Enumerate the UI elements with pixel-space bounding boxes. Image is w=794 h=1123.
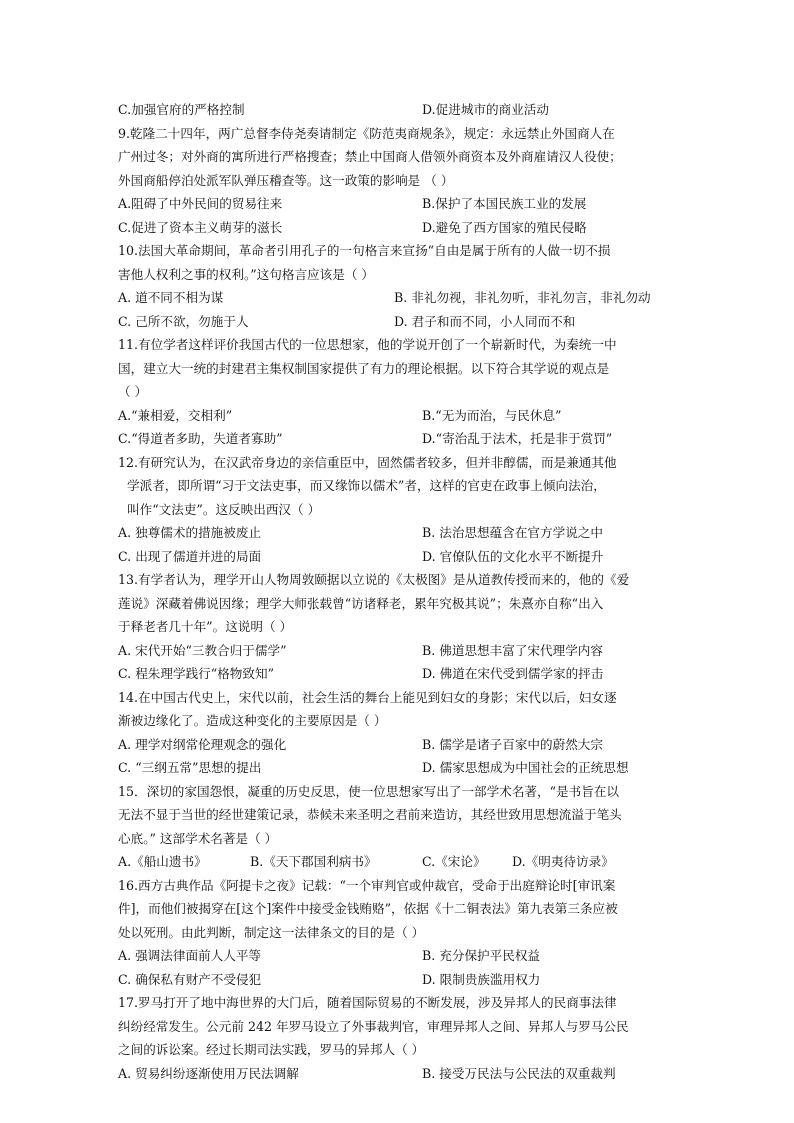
q9-option-d[interactable]: D.避免了西方国家的殖民侵略 [422,219,587,235]
q11-option-d[interactable]: D.“寄治乱于法术，托是非于赏罚” [422,431,613,446]
q17-option-b[interactable]: B. 接受万民法与公民法的双重裁判 [422,1065,616,1081]
q10-options-row-ab [118,286,678,310]
q13-stem-line-2: 莲说》深藏着佛说因缘；理学大师张载曾“访诸释老，累年究极其说”；朱熹亦自称“出入 [118,595,604,611]
q16-options-row-cd [118,968,678,992]
q14-option-a[interactable]: A. 理学对纲常伦理观念的强化 [118,736,287,752]
q13-stem-line-1: 13.有学者认为，理学开山人物周敦颐据以立说的《太极图》是从道教传授而来的，他的《爱 [118,572,630,587]
q15-options-row [118,850,678,874]
q12-option-d[interactable]: D. 官僚队伍的文化水平不断提升 [422,548,604,564]
q17-stem-line-1: 17.罗马打开了地中海世界的大门后，随着国际贸易的不断发展，涉及异邦人的民商事法律 [118,995,617,1010]
q9-stem-line-2: 广州过冬；对外商的寓所进行严格搜查；禁止中国商人借领外商资本及外商雇请汉人役使； [118,149,622,164]
q16-stem-line-1: 16.西方古典作品《阿提卡之夜》记载：“一个审判官或仲裁官，受命于出庭辩论时[审讯案 [118,877,616,893]
q12-options-row-cd [118,545,678,569]
q13-options-row-ab [118,639,678,663]
q10-stem-line-1: 10.法国大革命期间，革命者引用孔子的一句格言来宣扬“自由是属于所有的人做一切不损 [118,243,611,258]
q10-option-c[interactable]: C. 己所不欲，勿施于人 [118,313,249,329]
q12-options-row-ab [118,521,678,545]
q12-option-a[interactable]: A. 独尊儒术的措施被废止 [118,525,262,540]
q13-options-row-cd [118,662,678,686]
q8-option-c[interactable]: C.加强官府的严格控制 [118,102,245,117]
q13-option-c[interactable]: C. 程朱理学践行“格物致知” [118,666,275,681]
exam-page [118,98,678,1085]
q9-options-row-ab [118,192,678,216]
q11-stem-line-1: 11.有位学者这样评价我国古代的一位思想家，他的学说开创了一个崭新时代，为秦统一中 [118,337,617,352]
q17-stem-line-3: 之间的诉讼案。经过长期司法实践，罗马的异邦人（ ） [118,1042,425,1057]
q15-option-a[interactable]: A.《船山遗书》 [118,854,207,869]
q15-stem-line-2: 无法不显于当世的经世建策记录，恭候未来圣明之君前来造访，其经世致用思想流溢于笔头 [118,807,622,822]
q14-option-d[interactable]: D. 儒家思想成为中国社会的正统思想 [422,760,629,775]
q13-stem-line-3: 于释老者几十年”。这说明（ ） [118,619,293,634]
q14-option-c[interactable]: C. “三纲五常”思想的提出 [118,760,262,775]
q11-option-c[interactable]: C.“得道者多助，失道者寡助” [118,431,283,446]
q14-stem-line-2: 渐被边缘化了。造成这种变化的主要原因是（ ） [118,713,387,728]
q10-option-b[interactable]: B. 非礼勿视，非礼勿听，非礼勿言，非礼勿动 [394,290,651,305]
q15-option-b[interactable]: B.《天下郡国利病书》 [250,854,377,869]
q16-option-a[interactable]: A. 强调法律面前人人平等 [118,948,262,963]
q12-option-c[interactable]: C. 出现了儒道并进的局面 [118,548,262,564]
q12-stem-line-2: 学派者，即所谓“习于文法吏事，而又缘饰以儒术”者，这样的官吏在政事上倾向法治， [127,478,606,493]
q9-option-b[interactable]: B.保护了本国民族工业的发展 [422,196,587,211]
q11-stem-line-3: （ ） [118,384,148,399]
q16-stem-line-3: 处以死刑。由此判断，制定这一法律条文的目的是（ ） [118,924,425,940]
q16-option-b[interactable]: B. 充分保护平民权益 [422,948,541,963]
q10-stem-line-2: 害他人权利之事的权利。”这句格言应该是（ ） [118,266,375,282]
q12-option-b[interactable]: B. 法治思想蕴含在官方学说之中 [422,525,603,540]
q9-options-row-cd [118,216,678,240]
q16-option-d[interactable]: D. 限制贵族滥用权力 [422,971,541,987]
q9-stem-line-3: 外国商船停泊处派军队弹压稽查等。这一政策的影响是 （ ） [118,172,454,188]
q13-option-d[interactable]: D. 佛道在宋代受到儒学家的抨击 [422,666,604,681]
q14-stem-line-1: 14.在中国古代史上，宋代以前，社会生活的舞台上能见到妇女的身影；宋代以后，妇女逐 [118,689,617,705]
q16-stem-line-2: 件]，而他们被揭穿在[这个]案件中接受金钱贿赂”，依据《十二铜表法》第九表第三条应被 [118,901,618,916]
q13-option-a[interactable]: A. 宋代开始“三教合归于儒学” [118,642,287,658]
q10-options-row-cd [118,310,678,334]
q12-stem-line-1: 12.有研究认为，在汉武帝身边的亲信重臣中，固然儒者较多，但并非醇儒，而是兼通其他 [118,454,617,470]
q17-stem-line-2: 纠纷经常发生。公元前 242 年罗马设立了外事裁判官，审理异邦人之间、异邦人与罗马公民 [118,1018,629,1034]
q9-option-a[interactable]: A.阻碍了中外民间的贸易往来 [118,196,283,211]
q11-options-row-cd [118,427,678,451]
q9-option-c[interactable]: C.促进了资本主义萌芽的滋长 [118,219,283,235]
q11-options-row-ab [118,404,678,428]
q11-stem-line-2: 国，建立大一统的封建君主集权制国家提供了有力的理论根据。以下符合其学说的观点是 [118,360,610,376]
q12-stem-line-3: 叫作“文法吏”。这反映出西汉（ ） [127,501,321,517]
q14-options-row-ab [118,733,678,757]
q11-option-b[interactable]: B.“无为而治，与民休息” [422,407,562,423]
q13-option-b[interactable]: B. 佛道思想丰富了宋代理学内容 [422,642,603,658]
q8-option-d[interactable]: D.促进城市的商业活动 [422,102,549,117]
q9-stem-line-1: 9.乾隆二十四年，两广总督李侍尧奏请制定《防范夷商规条》，规定：永远禁止外国商人在 [118,125,615,141]
q15-stem-line-1: 15．深切的家国怨恨，凝重的历史反思，使一位思想家写出了一部学术名著，“是书旨在以 [118,783,620,799]
q15-option-d[interactable]: D.《明夷待访录》 [512,854,614,869]
q16-options-row-ab [118,944,678,968]
q8-options-row-cd [118,98,678,122]
q14-option-b[interactable]: B. 儒学是诸子百家中的蔚然大宗 [422,736,603,752]
q11-option-a[interactable]: A.“兼相爱，交相利” [118,407,233,423]
q10-option-d[interactable]: D. 君子和而不同，小人同而不和 [394,313,576,329]
q17-option-a[interactable]: A. 贸易纠纷逐渐使用万民法调解 [118,1065,299,1081]
q15-option-c[interactable]: C.《宋论》 [422,854,486,869]
q15-stem-line-3: 心底。” 这部学术名著是（ ） [118,830,278,846]
q14-options-row-cd [118,756,678,780]
q10-option-a[interactable]: A. 道不同不相为谋 [118,290,224,305]
q16-option-c[interactable]: C. 确保私有财产不受侵犯 [118,971,262,987]
q17-options-row-ab [118,1062,678,1086]
